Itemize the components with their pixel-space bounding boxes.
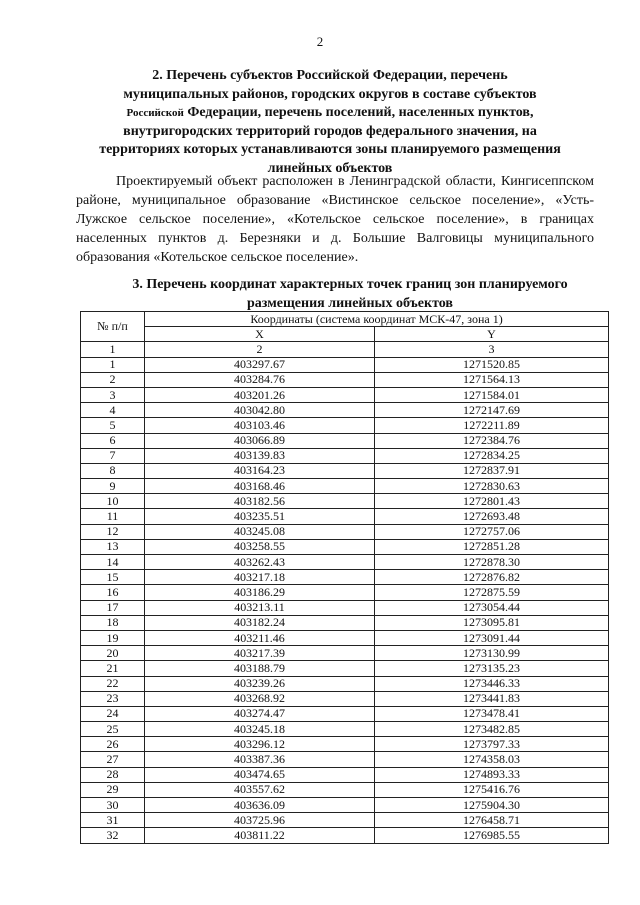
x-coordinate-cell: 403474.65 (145, 767, 375, 782)
column-index: 2 (145, 342, 375, 357)
location-paragraph: Проектируемый объект расположен в Ленинградской области, Кингисеппском районе, муниципальное образование «Вистинское сельское поселение», «Усть-Лужское сельское поселение», «Котельское сельское поселение», в границах населенных пунктов д. Березняки и д. Большие Валговицы муниципального образования «Котельское сельское поселение». (76, 174, 594, 265)
point-number-cell: 30 (81, 798, 145, 813)
x-coordinate-cell: 403245.08 (145, 524, 375, 539)
table-row (81, 782, 609, 797)
x-coordinate-cell: 403042.80 (145, 403, 375, 418)
heading-line: размещения линейных объектов (247, 295, 453, 311)
column-index: 1 (81, 342, 145, 357)
table-row (81, 418, 609, 433)
table-row (81, 646, 609, 661)
heading-line: Федерации, перечень поселений, населенных пунктов, (183, 105, 534, 121)
point-number-cell: 11 (81, 509, 145, 524)
table-row (81, 357, 609, 372)
x-coordinate-cell: 403188.79 (145, 661, 375, 676)
table-row (81, 433, 609, 448)
x-coordinate-cell: 403235.51 (145, 509, 375, 524)
y-coordinate-cell: 1272757.06 (375, 524, 609, 539)
point-number-cell: 15 (81, 570, 145, 585)
x-header: X (145, 327, 375, 342)
y-coordinate-cell: 1274358.03 (375, 752, 609, 767)
x-coordinate-cell: 403217.18 (145, 570, 375, 585)
table-row (81, 828, 609, 843)
point-number-cell: 18 (81, 615, 145, 630)
y-coordinate-cell: 1272147.69 (375, 403, 609, 418)
x-coordinate-cell: 403168.46 (145, 479, 375, 494)
x-coordinate-cell: 403557.62 (145, 782, 375, 797)
point-number-cell: 4 (81, 403, 145, 418)
point-number-cell: 1 (81, 357, 145, 372)
point-number-cell: 21 (81, 661, 145, 676)
x-coordinate-cell: 403262.43 (145, 555, 375, 570)
table-row (81, 676, 609, 691)
x-coordinate-cell: 403274.47 (145, 706, 375, 721)
table-row (81, 691, 609, 706)
y-coordinate-cell: 1272876.82 (375, 570, 609, 585)
table-row (81, 722, 609, 737)
y-coordinate-cell: 1272693.48 (375, 509, 609, 524)
x-coordinate-cell: 403139.83 (145, 448, 375, 463)
table-row (81, 494, 609, 509)
col-number-header: № п/п (81, 312, 145, 342)
x-coordinate-cell: 403297.67 (145, 357, 375, 372)
table-header-row (81, 327, 609, 342)
table-row (81, 448, 609, 463)
table-row (81, 767, 609, 782)
point-number-cell: 7 (81, 448, 145, 463)
column-index: 3 (375, 342, 609, 357)
point-number-cell: 2 (81, 372, 145, 387)
point-number-cell: 5 (81, 418, 145, 433)
heading-line: внутригородских территорий городов федерального значения, на (123, 123, 537, 139)
x-coordinate-cell: 403811.22 (145, 828, 375, 843)
table-row (81, 372, 609, 387)
point-number-cell: 31 (81, 813, 145, 828)
y-header: Y (375, 327, 609, 342)
table-row (81, 798, 609, 813)
y-coordinate-cell: 1272830.63 (375, 479, 609, 494)
point-number-cell: 6 (81, 433, 145, 448)
table-row (81, 737, 609, 752)
point-number-cell: 16 (81, 585, 145, 600)
x-coordinate-cell: 403725.96 (145, 813, 375, 828)
table-row (81, 600, 609, 615)
x-coordinate-cell: 403296.12 (145, 737, 375, 752)
point-number-cell: 26 (81, 737, 145, 752)
table-row (81, 615, 609, 630)
coordinates-table-body (81, 357, 609, 843)
table-row (81, 387, 609, 402)
heading-line: линейных объектов (267, 160, 393, 176)
x-coordinate-cell: 403066.89 (145, 433, 375, 448)
point-number-cell: 10 (81, 494, 145, 509)
point-number-cell: 17 (81, 600, 145, 615)
x-coordinate-cell: 403164.23 (145, 463, 375, 478)
point-number-cell: 3 (81, 387, 145, 402)
point-number-cell: 8 (81, 463, 145, 478)
x-coordinate-cell: 403201.26 (145, 387, 375, 402)
y-coordinate-cell: 1275416.76 (375, 782, 609, 797)
x-coordinate-cell: 403217.39 (145, 646, 375, 661)
y-coordinate-cell: 1272878.30 (375, 555, 609, 570)
y-coordinate-cell: 1272875.59 (375, 585, 609, 600)
x-coordinate-cell: 403258.55 (145, 539, 375, 554)
point-number-cell: 19 (81, 630, 145, 645)
x-coordinate-cell: 403636.09 (145, 798, 375, 813)
heading-line: муниципальных районов, городских округов в составе субъектов (123, 86, 537, 102)
page-number: 2 (316, 34, 324, 49)
y-coordinate-cell: 1273797.33 (375, 737, 609, 752)
y-coordinate-cell: 1272384.76 (375, 433, 609, 448)
point-number-cell: 22 (81, 676, 145, 691)
y-coordinate-cell: 1272211.89 (375, 418, 609, 433)
y-coordinate-cell: 1276458.71 (375, 813, 609, 828)
x-coordinate-cell: 403182.24 (145, 615, 375, 630)
point-number-cell: 12 (81, 524, 145, 539)
section-2-heading (70, 67, 590, 179)
y-coordinate-cell: 1272851.28 (375, 539, 609, 554)
table-row (81, 706, 609, 721)
point-number-cell: 25 (81, 722, 145, 737)
table-header-row (81, 312, 609, 327)
y-coordinate-cell: 1275904.30 (375, 798, 609, 813)
y-coordinate-cell: 1272801.43 (375, 494, 609, 509)
y-coordinate-cell: 1273095.81 (375, 615, 609, 630)
x-coordinate-cell: 403268.92 (145, 691, 375, 706)
table-row (81, 539, 609, 554)
coords-system-header: Координаты (система координат МСК-47, зона 1) (145, 312, 609, 327)
heading-line: территориях которых устанавливаются зоны планируемого размещения (99, 142, 561, 158)
heading-line: 3. Перечень координат характерных точек границ зон планируемого (132, 277, 568, 292)
x-coordinate-cell: 403182.56 (145, 494, 375, 509)
x-coordinate-cell: 403103.46 (145, 418, 375, 433)
heading-line: 2. Перечень субъектов Российской Федерации, перечень (152, 68, 508, 83)
x-coordinate-cell: 403213.11 (145, 600, 375, 615)
point-number-cell: 20 (81, 646, 145, 661)
y-coordinate-cell: 1276985.55 (375, 828, 609, 843)
y-coordinate-cell: 1273482.85 (375, 722, 609, 737)
point-number-cell: 32 (81, 828, 145, 843)
section-3-heading (80, 276, 620, 313)
point-number-cell: 23 (81, 691, 145, 706)
x-coordinate-cell: 403284.76 (145, 372, 375, 387)
point-number-cell: 27 (81, 752, 145, 767)
table-row (81, 524, 609, 539)
table-row (81, 752, 609, 767)
x-coordinate-cell: 403211.46 (145, 630, 375, 645)
x-coordinate-cell: 403387.36 (145, 752, 375, 767)
y-coordinate-cell: 1273441.83 (375, 691, 609, 706)
table-row (81, 585, 609, 600)
x-coordinate-cell: 403245.18 (145, 722, 375, 737)
y-coordinate-cell: 1274893.33 (375, 767, 609, 782)
table-row (81, 509, 609, 524)
table-row (81, 479, 609, 494)
y-coordinate-cell: 1271520.85 (375, 357, 609, 372)
point-number-cell: 24 (81, 706, 145, 721)
x-coordinate-cell: 403186.29 (145, 585, 375, 600)
point-number-cell: 28 (81, 767, 145, 782)
y-coordinate-cell: 1271584.01 (375, 387, 609, 402)
point-number-cell: 14 (81, 555, 145, 570)
point-number-cell: 9 (81, 479, 145, 494)
table-row (81, 403, 609, 418)
y-coordinate-cell: 1273054.44 (375, 600, 609, 615)
table-row (81, 661, 609, 676)
table-row (81, 570, 609, 585)
y-coordinate-cell: 1272834.25 (375, 448, 609, 463)
point-number-cell: 13 (81, 539, 145, 554)
y-coordinate-cell: 1271564.13 (375, 372, 609, 387)
column-index-row (81, 342, 609, 357)
y-coordinate-cell: 1273130.99 (375, 646, 609, 661)
heading-line-small: Российской (126, 107, 184, 120)
table-row (81, 813, 609, 828)
table-row (81, 630, 609, 645)
coordinates-table (80, 311, 609, 844)
y-coordinate-cell: 1273478.41 (375, 706, 609, 721)
point-number-cell: 29 (81, 782, 145, 797)
y-coordinate-cell: 1273091.44 (375, 630, 609, 645)
y-coordinate-cell: 1273135.23 (375, 661, 609, 676)
y-coordinate-cell: 1273446.33 (375, 676, 609, 691)
y-coordinate-cell: 1272837.91 (375, 463, 609, 478)
x-coordinate-cell: 403239.26 (145, 676, 375, 691)
table-row (81, 555, 609, 570)
table-row (81, 463, 609, 478)
